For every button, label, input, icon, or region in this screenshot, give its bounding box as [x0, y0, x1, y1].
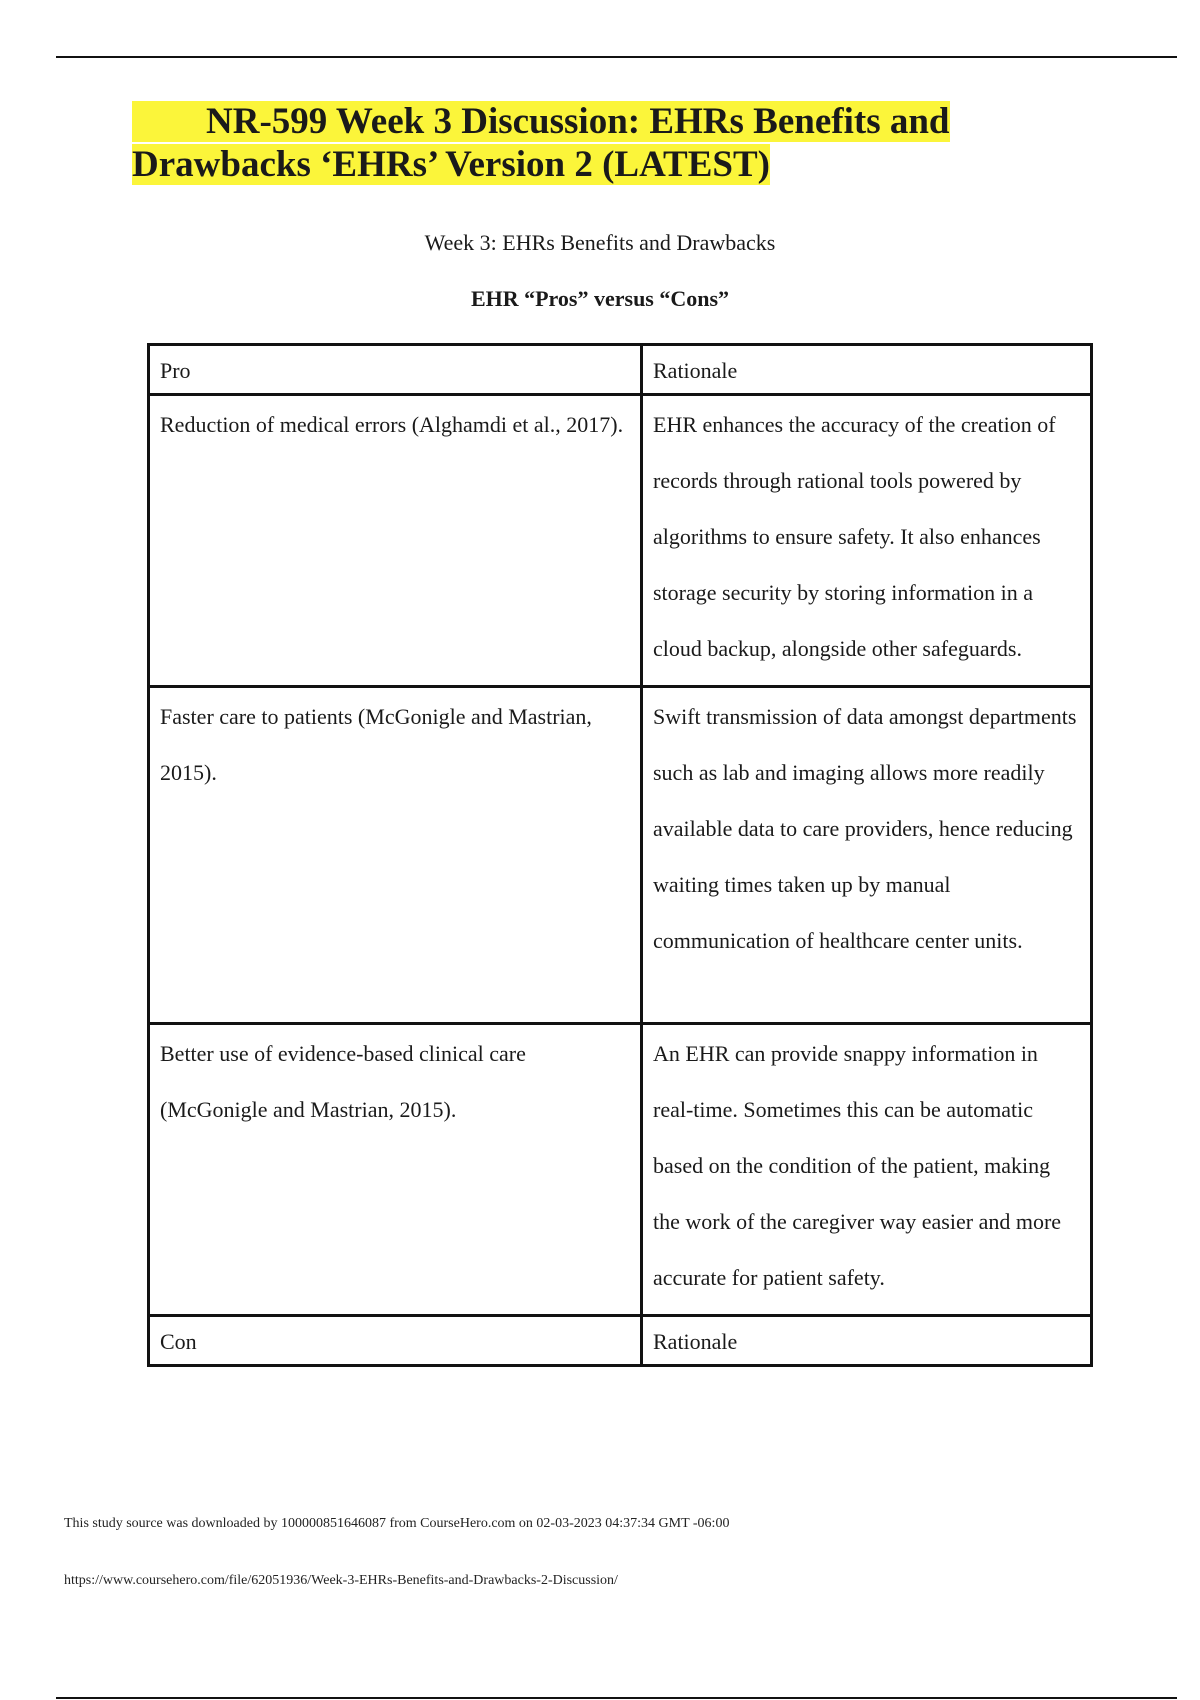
table-row	[149, 395, 1092, 687]
pros-cons-table	[147, 343, 1093, 1367]
table-row	[149, 1024, 1092, 1316]
table-title: EHR “Pros” versus “Cons”	[470, 286, 730, 311]
table-row	[149, 687, 1092, 1024]
table-header-row	[149, 345, 1092, 395]
document-subtitle: Week 3: EHRs Benefits and Drawbacks	[424, 230, 776, 255]
pro-cell: Faster care to patients (McGonigle and Mastrian, 2015).	[149, 687, 642, 1024]
header-pro: Pro	[149, 345, 642, 395]
rationale-cell: Swift transmission of data amongst departments such as lab and imaging allows more readily available data to care providers, hence reducing waiting times taken up by manual communication of healthcare center units.	[642, 687, 1092, 1024]
title-line-2: Drawbacks ‘EHRs’ Version 2 (LATEST)	[132, 144, 770, 185]
source-footer: This study source was downloaded by 100000851646087 from CourseHero.com on 02-03-2023 04:37:34 GMT -06:00	[64, 1516, 730, 1531]
rationale-cell: EHR enhances the accuracy of the creation of records through rational tools powered by algorithms to ensure safety. It also enhances storage security by storing information in a cloud backup, alongside other safeguards.	[642, 395, 1092, 687]
top-rule	[56, 56, 1177, 58]
header-con: Con	[149, 1316, 642, 1366]
title-line-1: NR-599 Week 3 Discussion: EHRs Benefits and	[132, 101, 950, 142]
source-url: https://www.coursehero.com/file/62051936/Week-3-EHRs-Benefits-and-Drawbacks-2-Discussion/	[64, 1573, 618, 1588]
header-con-rationale: Rationale	[642, 1316, 1092, 1366]
pro-cell: Better use of evidence-based clinical care (McGonigle and Mastrian, 2015).	[149, 1024, 642, 1316]
header-rationale: Rationale	[642, 345, 1092, 395]
document-title	[132, 100, 1092, 186]
rationale-cell: An EHR can provide snappy information in real-time. Sometimes this can be automatic based on the condition of the patient, making the work of the caregiver way easier and more accurate for patient safety.	[642, 1024, 1092, 1316]
cons-header-row	[149, 1316, 1092, 1366]
pro-cell: Reduction of medical errors (Alghamdi et al., 2017).	[149, 395, 642, 687]
bottom-rule	[56, 1697, 1177, 1699]
